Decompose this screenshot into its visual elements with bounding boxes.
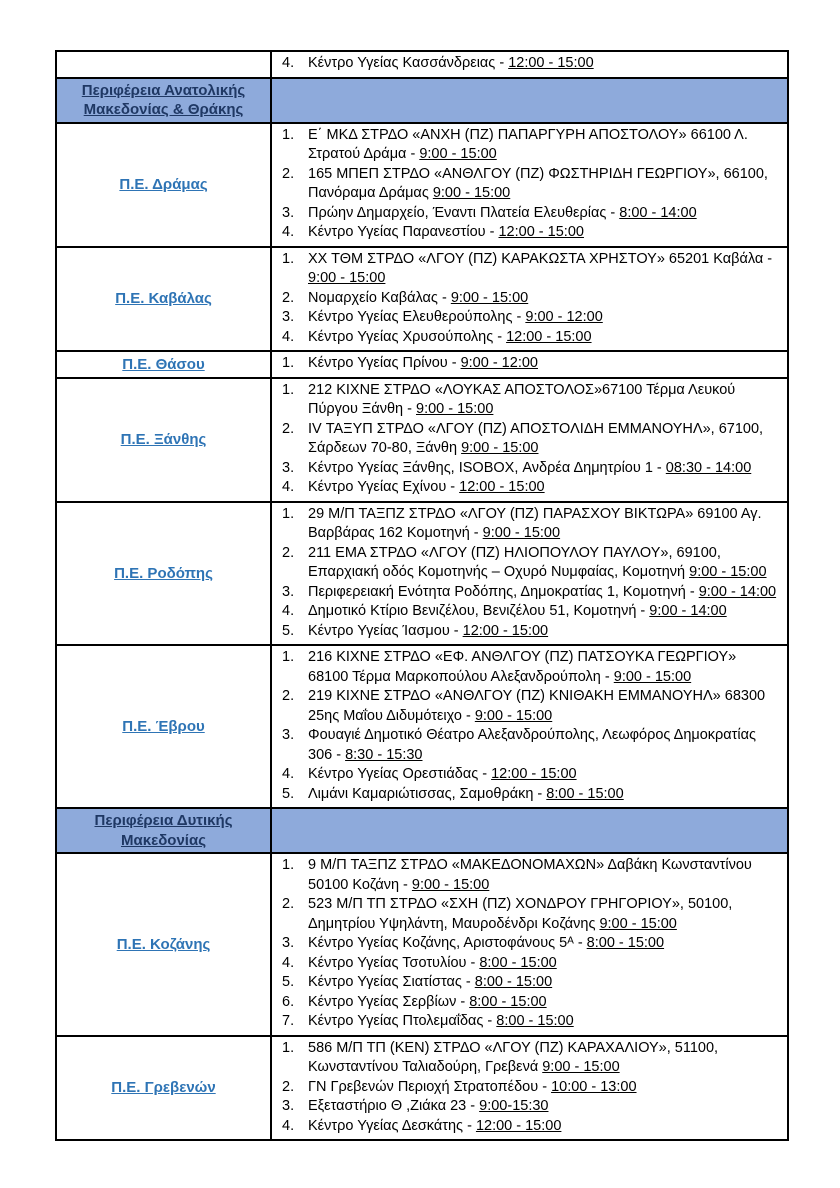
area-cell	[57, 124, 272, 246]
location-item	[282, 648, 779, 687]
item-location-text: ΧΧ ΤΘΜ ΣΤΡΔΟ «ΛΓΟΥ (ΠΖ) ΚΑΡΑΚΩΣΤΑ ΧΡΗΣΤΟΥ» 65201 Καβάλα -	[308, 250, 773, 267]
location-item	[282, 165, 779, 204]
item-hours: 9:00 - 15:00	[411, 876, 490, 893]
item-location-text: Περιφερειακή Ενότητα Ροδόπης, Δημοκρατίας 1, Κομοτηνή -	[308, 583, 699, 600]
area-cell	[57, 52, 272, 77]
region-header-spacer	[272, 79, 787, 122]
item-location-text: 523 Μ/Π ΤΠ ΣΤΡΔΟ «ΣΧΗ (ΠΖ) ΧΟΝΔΡΟΥ ΓΡΗΓΟΡΙΟΥ», 50100, Δημητρίου Υψηλάντη, Μαυροδένδρι Κοζάνης	[308, 896, 733, 932]
region-header-cell	[57, 79, 272, 122]
item-hours: 12:00 - 15:00	[462, 622, 549, 639]
item-text	[308, 420, 779, 459]
item-number: 1.	[282, 250, 295, 267]
item-location-text: Κέντρο Υγείας Σερβίων -	[308, 993, 470, 1010]
item-location-text: Ε΄ ΜΚΔ ΣΤΡΔΟ «ΑΝΧΗ (ΠΖ) ΠΑΠΑΡΓΥΡΗ ΑΠΟΣΤΟΛΟΥ» 66100 Λ. Στρατού Δράμα -	[308, 126, 748, 162]
location-item	[282, 308, 779, 328]
area-cell	[57, 646, 272, 807]
item-number: 2.	[282, 420, 295, 437]
item-number: 1.	[282, 857, 295, 873]
item-text	[308, 165, 779, 204]
item-hours: 9:00 - 12:00	[460, 355, 538, 371]
item-text	[308, 954, 779, 974]
item-text	[308, 1117, 779, 1137]
location-item	[282, 381, 779, 420]
area-cell	[57, 352, 272, 377]
location-item	[282, 1012, 779, 1032]
item-hours: 10:00 - 13:00	[551, 1078, 637, 1095]
table-row	[57, 124, 787, 248]
item-hours: 8:00 - 15:00	[496, 1013, 574, 1029]
item-location-text: 212 ΚΙΧΝΕ ΣΤΡΔΟ «ΛΟΥΚΑΣ ΑΠΟΣΤΟΛΟΣ»67100 Τέρμα Λευκού Πύργου Ξάνθη -	[308, 381, 736, 417]
item-hours: 12:00 - 15:00	[459, 479, 545, 495]
locations-cell	[272, 1037, 787, 1140]
item-location-text: Φουαγιέ Δημοτικό Θέατρο Αλεξανδρούπολης, Λεωφόρος Δημοκρατίας 306 -	[308, 727, 756, 763]
item-location-text: Κέντρο Υγείας Πτολεμαΐδας -	[308, 1013, 497, 1029]
item-location-text: Κέντρο Υγείας Κασσάνδρειας -	[308, 55, 509, 71]
item-hours: 8:00 - 15:00	[586, 935, 665, 951]
item-hours: 12:00 - 15:00	[506, 328, 592, 345]
location-item	[282, 478, 779, 498]
item-text	[308, 1012, 779, 1032]
item-hours: 9:00 - 15:00	[599, 915, 677, 932]
item-number: 3.	[282, 583, 295, 600]
locations-cell	[272, 646, 787, 807]
item-location-text: Κέντρο Υγείας Ίασμου -	[308, 622, 463, 639]
item-number: 1.	[282, 381, 295, 398]
item-hours: 08:30 - 14:00	[665, 459, 752, 476]
table-row	[57, 1037, 787, 1140]
item-location-text: Κέντρο Υγείας Τσοτυλίου -	[308, 954, 480, 971]
area-cell	[57, 379, 272, 501]
item-location-text: Κέντρο Υγείας Χρυσούπολης -	[308, 328, 507, 345]
item-number: 3.	[282, 309, 295, 325]
item-hours: 9:00 - 15:00	[419, 146, 497, 162]
item-text	[308, 687, 779, 726]
item-text	[308, 289, 779, 309]
location-item	[282, 54, 779, 74]
area-link[interactable]: Π.Ε. Κοζάνης	[116, 935, 211, 953]
item-hours: 9:00-15:30	[479, 1098, 549, 1114]
item-number: 4.	[282, 766, 295, 782]
location-item	[282, 328, 779, 348]
item-number: 6.	[282, 993, 295, 1010]
location-item	[282, 785, 779, 805]
item-number: 2.	[282, 165, 295, 182]
item-hours: 9:00 - 15:00	[461, 440, 539, 456]
item-number: 2.	[282, 1078, 295, 1095]
area-link[interactable]: Π.Ε. Θάσου	[122, 355, 205, 373]
region-header-label: Περιφέρεια Ανατολικής Μακεδονίας & Θράκης	[81, 81, 246, 118]
item-location-text: Πρώην Δημαρχείο, Έναντι Πλατεία Ελευθερίας -	[308, 204, 620, 221]
item-number: 4.	[282, 224, 295, 240]
item-text	[308, 622, 779, 642]
location-item	[282, 204, 779, 224]
item-text	[308, 250, 779, 289]
item-hours: 9:00 - 14:00	[649, 603, 727, 619]
location-item	[282, 505, 779, 544]
location-item	[282, 459, 779, 479]
item-hours: 9:00 - 15:00	[474, 707, 553, 724]
item-location-text: IV ΤΑΞΥΠ ΣΤΡΔΟ «ΛΓΟΥ (ΠΖ) ΑΠΟΣΤΟΛΙΔΗ ΕΜΜΑΝΟΥΗΛ», 67100, Σάρδεων 70-80, Ξάνθη	[308, 420, 764, 456]
item-number: 7.	[282, 1013, 295, 1029]
location-item	[282, 223, 779, 243]
table-row	[57, 646, 787, 809]
location-item	[282, 602, 779, 622]
item-number: 4.	[282, 328, 295, 345]
item-number: 3.	[282, 1098, 295, 1114]
item-location-text: 9 Μ/Π ΤΑΞΠΖ ΣΤΡΔΟ «ΜΑΚΕΔΟΝΟΜΑΧΩΝ» Δαβάκη Κωνσταντίνου 50100 Κοζάνη -	[308, 857, 752, 893]
item-text	[308, 895, 779, 934]
item-number: 4.	[282, 603, 295, 619]
item-location-text: 586 Μ/Π ΤΠ (ΚΕΝ) ΣΤΡΔΟ «ΛΓΟΥ (ΠΖ) ΚΑΡΑΧΑΛΙΟΥ», 51100, Κωνσταντίνου Ταλιαδούρη, Γρεβενά	[308, 1039, 719, 1075]
location-item	[282, 934, 779, 954]
item-text	[308, 648, 779, 687]
item-text	[308, 765, 779, 785]
item-location-text: Κέντρο Υγείας Σιατίστας -	[308, 974, 475, 990]
area-link[interactable]: Π.Ε. Δράμας	[119, 176, 208, 193]
area-cell	[57, 854, 272, 1035]
area-link[interactable]: Π.Ε. Έβρου	[122, 718, 205, 735]
item-location-text: 219 ΚΙΧΝΕ ΣΤΡΔΟ «ΑΝΘΛΓΟΥ (ΠΖ) ΚΝΙΘΑΚΗ ΕΜΜΑΝΟΥΗΛ» 68300 25ης Μαΐου Διδυμότειχο -	[308, 688, 766, 724]
item-number: 2.	[282, 544, 295, 561]
item-hours: 12:00 - 15:00	[498, 224, 584, 240]
item-number: 2.	[282, 896, 295, 912]
item-number: 5.	[282, 974, 295, 990]
item-location-text: Κέντρο Υγείας Κοζάνης, Αριστοφάνους 5ᴬ -	[308, 935, 587, 951]
item-number: 3.	[282, 204, 295, 221]
item-text	[308, 583, 779, 603]
location-item	[282, 544, 779, 583]
location-item	[282, 687, 779, 726]
item-location-text: Κέντρο Υγείας Πρίνου -	[308, 355, 461, 371]
item-location-text: Εξεταστήριο Θ ,Ζιάκα 23 -	[308, 1098, 480, 1114]
item-number: 4.	[282, 954, 295, 971]
location-item	[282, 973, 779, 993]
table-row	[57, 503, 787, 647]
item-number: 4.	[282, 479, 295, 495]
item-number: 1.	[282, 1039, 295, 1056]
item-text	[308, 308, 779, 328]
item-hours: 12:00 - 15:00	[491, 766, 577, 782]
item-hours: 9:00 - 15:00	[450, 289, 529, 306]
item-hours: 9:00 - 12:00	[525, 309, 603, 325]
item-location-text: Κέντρο Υγείας Εχίνου -	[308, 479, 460, 495]
location-item	[282, 1078, 779, 1098]
table-row	[57, 52, 787, 79]
item-hours: 9:00 - 15:00	[432, 185, 511, 201]
table-row	[57, 248, 787, 353]
location-item	[282, 583, 779, 603]
location-item	[282, 420, 779, 459]
location-item	[282, 354, 779, 374]
item-text	[308, 505, 779, 544]
location-item	[282, 1039, 779, 1078]
item-number: 5.	[282, 785, 295, 802]
item-text	[308, 1078, 779, 1098]
item-text	[308, 602, 779, 622]
location-item	[282, 856, 779, 895]
item-hours: 9:00 - 15:00	[613, 668, 692, 685]
item-text	[308, 204, 779, 224]
table-row	[57, 379, 787, 503]
item-hours: 8:00 - 15:00	[479, 954, 557, 971]
item-number: 3.	[282, 935, 295, 951]
item-location-text: Δημοτικό Κτίριο Βενιζέλου, Βενιζέλου 51, Κομοτηνή -	[308, 603, 650, 619]
area-cell	[57, 1037, 272, 1140]
item-hours: 8:30 - 15:30	[345, 746, 423, 763]
item-location-text: 211 ΕΜΑ ΣΤΡΔΟ «ΛΓΟΥ (ΠΖ) ΗΛΙΟΠΟΥΛΟΥ ΠΑΥΛΟΥ», 69100, Επαρχιακή οδός Κομοτηνής – Οχυρό Νυμφαίας, Κομοτηνή	[308, 544, 721, 580]
location-item	[282, 726, 779, 765]
item-text	[308, 459, 779, 479]
item-text	[308, 856, 779, 895]
location-item	[282, 622, 779, 642]
location-item	[282, 993, 779, 1013]
locations-cell	[272, 503, 787, 645]
item-text	[308, 1097, 779, 1117]
item-location-text: 216 ΚΙΧΝΕ ΣΤΡΔΟ «ΕΦ. ΑΝΘΛΓΟΥ (ΠΖ) ΠΑΤΣΟΥΚΑ ΓΕΩΡΓΙΟΥ» 68100 Τέρμα Μαρκοπούλου Αλεξανδρούπολη -	[308, 649, 737, 685]
item-number: 4.	[282, 1117, 295, 1134]
table-row	[57, 854, 787, 1037]
item-number: 1.	[282, 649, 295, 665]
region-header-row	[57, 79, 787, 124]
item-hours: 8:00 - 14:00	[619, 204, 697, 221]
item-text	[308, 544, 779, 583]
item-text	[308, 478, 779, 498]
item-hours: 9:00 - 15:00	[689, 564, 767, 580]
region-header-label: Περιφέρεια Δυτικής Μακεδονίας	[94, 812, 233, 849]
item-hours: 9:00 - 15:00	[482, 525, 561, 541]
item-number: 2.	[282, 688, 295, 704]
area-cell	[57, 503, 272, 645]
item-location-text: Κέντρο Υγείας Ελευθερούπολης -	[308, 309, 526, 325]
location-item	[282, 895, 779, 934]
location-item	[282, 954, 779, 974]
item-location-text: 29 Μ/Π ΤΑΞΠΖ ΣΤΡΔΟ «ΛΓΟΥ (ΠΖ) ΠΑΡΑΣΧΟΥ ΒΙΚΤΩΡΑ» 69100 Αγ. Βαρβάρας 162 Κομοτηνή -	[308, 505, 762, 541]
item-number: 3.	[282, 459, 295, 476]
location-item	[282, 289, 779, 309]
item-location-text: Νομαρχείο Καβάλας -	[308, 289, 451, 306]
locations-cell	[272, 352, 787, 377]
item-number: 4.	[282, 55, 295, 71]
item-location-text: ΓΝ Γρεβενών Περιοχή Στρατοπέδου -	[308, 1078, 552, 1095]
locations-cell	[272, 124, 787, 246]
item-location-text: Κέντρο Υγείας Δεσκάτης -	[308, 1117, 476, 1134]
item-number: 1.	[282, 355, 295, 371]
schedule-table	[55, 50, 789, 1141]
item-number: 1.	[282, 505, 295, 522]
item-text	[308, 223, 779, 243]
location-item	[282, 765, 779, 785]
item-hours: 12:00 - 15:00	[475, 1117, 562, 1134]
locations-cell	[272, 854, 787, 1035]
item-location-text: Λιμάνι Καμαριώτισσας, Σαμοθράκη -	[308, 785, 547, 802]
item-hours: 12:00 - 15:00	[508, 55, 594, 71]
item-text	[308, 54, 779, 74]
item-text	[308, 934, 779, 954]
item-hours: 9:00 - 15:00	[308, 270, 386, 286]
location-item	[282, 250, 779, 289]
location-item	[282, 1097, 779, 1117]
locations-cell	[272, 379, 787, 501]
item-hours: 9:00 - 15:00	[542, 1059, 620, 1075]
item-hours: 8:00 - 15:00	[469, 993, 547, 1010]
item-text	[308, 993, 779, 1013]
area-cell	[57, 248, 272, 351]
item-number: 3.	[282, 727, 295, 743]
item-location-text: Κέντρο Υγείας Ορεστιάδας -	[308, 766, 492, 782]
item-location-text: 165 ΜΠΕΠ ΣΤΡΔΟ «ΑΝΘΛΓΟΥ (ΠΖ) ΦΩΣΤΗΡΙΔΗ ΓΕΩΡΓΙΟΥ», 66100, Πανόραμα Δράμας	[308, 165, 768, 201]
item-location-text: Κέντρο Υγείας Παρανεστίου -	[308, 224, 499, 240]
region-header-spacer	[272, 809, 787, 852]
item-text	[308, 328, 779, 348]
area-link[interactable]: Π.Ε. Ροδόπης	[114, 564, 213, 582]
area-link[interactable]: Π.Ε. Ξάνθης	[120, 431, 207, 448]
item-text	[308, 381, 779, 420]
table-row	[57, 352, 787, 379]
item-text	[308, 354, 779, 374]
item-hours: 8:00 - 15:00	[474, 974, 553, 990]
region-header-cell	[57, 809, 272, 852]
item-text	[308, 726, 779, 765]
item-hours: 9:00 - 15:00	[416, 401, 494, 417]
item-number: 1.	[282, 126, 295, 143]
item-hours: 9:00 - 14:00	[698, 583, 777, 600]
area-link[interactable]: Π.Ε. Γρεβενών	[111, 1079, 216, 1097]
locations-cell	[272, 248, 787, 351]
locations-cell	[272, 52, 787, 77]
item-number: 2.	[282, 289, 295, 306]
item-location-text: Κέντρο Υγείας Ξάνθης, ISOBOX, Ανδρέα Δημητρίου 1 -	[308, 459, 666, 476]
item-number: 5.	[282, 622, 295, 639]
item-text	[308, 1039, 779, 1078]
item-text	[308, 785, 779, 805]
item-hours: 8:00 - 15:00	[546, 785, 624, 802]
region-header-row	[57, 809, 787, 854]
location-item	[282, 1117, 779, 1137]
location-item	[282, 126, 779, 165]
item-text	[308, 126, 779, 165]
item-text	[308, 973, 779, 993]
area-link[interactable]: Π.Ε. Καβάλας	[115, 290, 212, 308]
